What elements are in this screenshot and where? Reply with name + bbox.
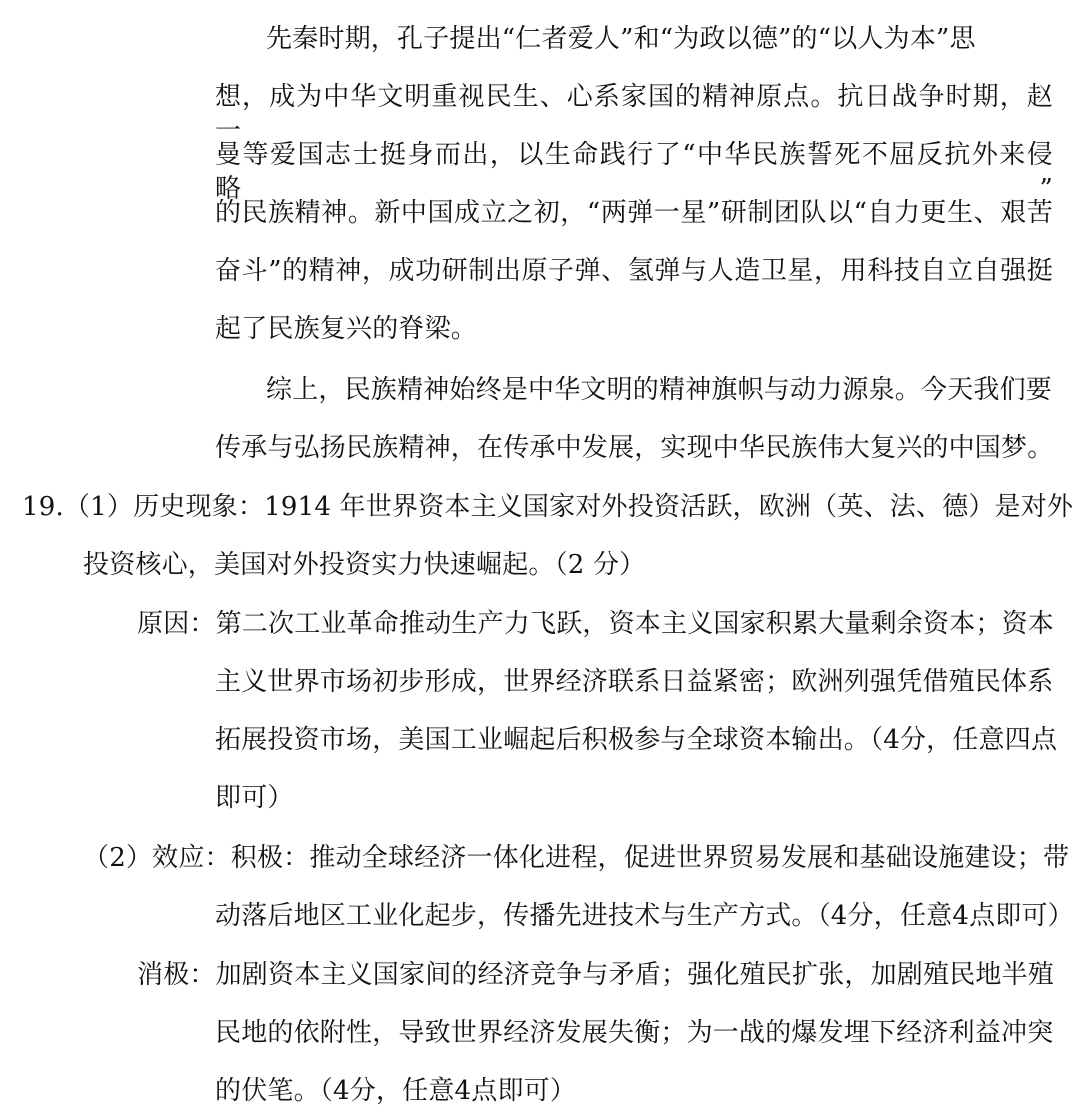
essay-line: 曼等爱国志士挺身而出，以生命践行了“中华民族誓死不屈反抗外来侵略” <box>215 140 1053 204</box>
q19-line: 即可） <box>215 783 294 813</box>
essay-line: 的民族精神。新中国成立之初，“两弹一星”研制团队以“自力更生、艰苦 <box>215 198 1053 228</box>
essay-line: 奋斗”的精神，成功研制出原子弹、氢弹与人造卫星，用科技自立自强挺 <box>215 256 1053 286</box>
essay-line: 传承与弘扬民族精神，在传承中发展，实现中华民族伟大复兴的中国梦。 <box>215 433 1054 463</box>
q19-line: 动落后地区工业化起步，传播先进技术与生产方式。（4分，任意4点即可） <box>215 901 1074 931</box>
q19-line: 民地的依附性，导致世界经济发展失衡；为一战的爆发埋下经济利益冲突 <box>215 1018 1054 1048</box>
essay-line: 想，成为中华文明重视民生、心系家国的精神原点。抗日战争时期，赵一 <box>215 82 1053 146</box>
q19-line: 投资核心，美国对外投资实力快速崛起。（2 分） <box>83 550 646 580</box>
essay-line: 先秦时期，孔子提出“仁者爱人”和“为政以德”的“以人为本”思 <box>266 24 976 54</box>
q19-line: 主义世界市场初步形成，世界经济联系日益紧密；欧洲列强凭借殖民体系 <box>215 667 1054 697</box>
q19-line: 的伏笔。（4分，任意4点即可） <box>215 1076 577 1106</box>
q19-part1-phenomenon: 19.（1）历史现象：1914 年世界资本主义国家对外投资活跃，欧洲（英、法、德）是对外 <box>22 492 1074 522</box>
q19-part2-positive: （2）效应：积极：推动全球经济一体化进程，促进世界贸易发展和基础设施建设；带 <box>83 843 1070 873</box>
q19-part2-negative: 消极：加剧资本主义国家间的经济竞争与矛盾；强化殖民扩张，加剧殖民地半殖 <box>137 960 1055 990</box>
q19-part1-reasons: 原因：第二次工业革命推动生产力飞跃，资本主义国家积累大量剩余资本；资本 <box>137 609 1055 639</box>
essay-line: 综上，民族精神始终是中华文明的精神旗帜与动力源泉。今天我们要 <box>266 375 1053 405</box>
essay-line: 起了民族复兴的脊梁。 <box>215 314 478 344</box>
q19-line: 拓展投资市场，美国工业崛起后积极参与全球资本输出。（4分，任意四点 <box>215 725 1058 755</box>
